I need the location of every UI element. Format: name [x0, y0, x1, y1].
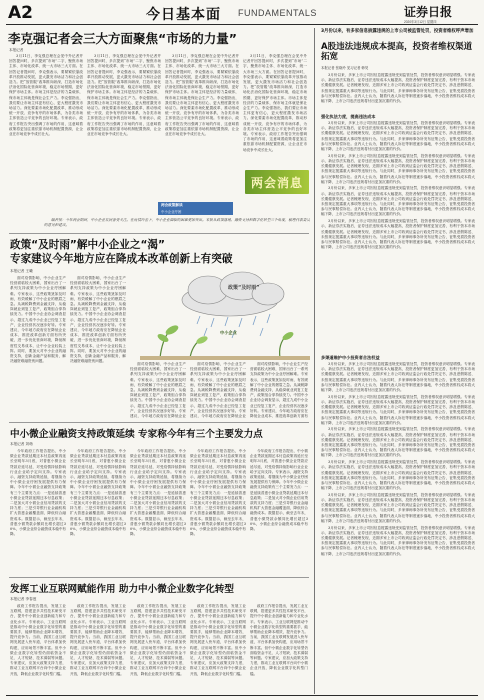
digital-byline: 本报记者 李春莲: [10, 597, 37, 601]
side-subhead-2: 多渠道维护中小投资者合法权益: [321, 355, 380, 360]
finance-headline: 中小微企业融资支持政策延续 专家称今年有三个主要发力点: [10, 429, 263, 440]
top-story-col-1: 3月11日，李克强总理在会见中外记者并回答提问时，多次提到“市场”二字，聚焦市场主体、市场化改革、统一大市场三大方面。在回答记者提问时，李克强表示，要紧紧依靠改革开放推动发展，更大激发市场活力和社会创造力。把“放管服”改革推向纵深，打造市场化法治化国际化营商环境，稳定市场预期，更好保护市场主体。市场主体是经济的力量载体，保市场主体就是保社会生产力。李克强指出，我们要让市场主体更有信心，更大程度激发市场活力。深化要素市场化配置改革，推动形成统一开放、竞争有序的市场体系，为各类市场主体营造公平竞争的良好环境。专家表示，政府工作报告突出强调了市场的作用，这意味着政策将更加注重依靠市场机制配置资源，让企业在市场竞争中成长壮大。: [9, 54, 83, 137]
lianghui-banner: [245, 170, 309, 194]
top-story-col-3: 3月11日，李克强总理在会见中外记者并回答提问时，多次提到“市场”二字，聚焦市场主体、市场化改革、统一大市场三大方面。在回答记者提问时，李克强表示，要紧紧依靠改革开放推动发展，更大激发市场活力和社会创造力。把“放管服”改革推向纵深，打造市场化法治化国际化营商环境，稳定市场预期，更好保护市场主体。市场主体是经济的力量载体，保市场主体就是保社会生产力。李克强指出，我们要让市场主体更有信心，更大程度激发市场活力。深化要素市场化配置改革，推动形成统一开放、竞争有序的市场体系，为各类市场主体营造公平竞争的良好环境。专家表示，政府工作报告突出强调了市场的作用，这意味着政策将更加注重依靠市场机制配置资源，让企业在市场竞争中成长壮大。: [165, 54, 239, 137]
lead-col-2: 面对疫情影响，中小企业生产经营面临较大困难，国家出台了一系列支持政策为中小企业纾困解难。专家表示，这些政策犹如及时雨，有效缓解了中小企业的燃眉之急。从减税降费到金融支持，从稳岗就业到复工复产，政策组合拳持续发力。中国中小企业协会调查显示，超过九成中小企业已经复工复产，企业经营状况逐步好转。专家建议，今年地方政府应在降低企业成本、推进改革创新方面有所突破，进一步优化营商环境，降低制度性交易成本，让中小企业轻装上阵。同时，要加大对中小企业的融资支持，创新金融产品和服务，解决融资难融资贵问题。: [70, 276, 126, 364]
digital-col-2: 政府工作报告提出，发展工业互联网，搭建更多共性技术研发平台，提升中小微企业创新能力和专业化水平。专家表示，工业互联网是推动中小微企业数字化转型的重要抓手，能够帮助企业降本增效，提升竞争力。当前，我国工业互联网发展进入快车道，平台体系加快构建，应用场景不断丰富。但中小微企业数字化转型仍面临资金不足、人才短缺、技术薄弱等问题。专家建议，应加大政策支持力度，推动工业互联网平台向中小微企业开放，降低企业数字化转型门槛。: [70, 604, 126, 676]
lead-col-1: 面对疫情影响，中小企业生产经营面临较大困难，国家出台了一系列支持政策为中小企业纾困解难。专家表示，这些政策犹如及时雨，有效缓解了中小企业的燃眉之急。从减税降费到金融支持，从稳岗就业到复工复产，政策组合拳持续发力。中国中小企业协会调查显示，超过九成中小企业已经复工复产，企业经营状况逐步好转。专家建议，今年地方政府应在降低企业成本、推进改革创新方面有所突破，进一步优化营商环境，降低制度性交易成本，让中小企业轻装上阵。同时，要加大对中小企业的融资支持，创新金融产品和服务，解决融资难融资贵问题。: [10, 276, 66, 364]
banner-tag-2: 中小企业纾困: [161, 210, 182, 214]
side-story-kicker: 3月份以来，有多家信息披露违规的上市公司被监管处罚，投资者维权呼声增加: [321, 29, 474, 34]
sprout-label: 中小企业: [220, 330, 237, 335]
banner-title: 两会消息: [251, 176, 304, 190]
finance-col-4: 今年政府工作报告提出，中小微企业贷款延期还本付息政策再延长至明年3月底，对普惠小微企业贷款应延尽延，对受疫情持续影响行业企业给予定向支持。专家表示，融资支持政策延续，将继续为中小微企业纾困发展提供有力保障。今年中小微企业融资支持政策有三个主要发力点：一是延续普惠小微企业贷款延期还本付息政策；二是加大对小微企业信用贷款的支持力度；三是引导银行业金融机构扩大普惠金融覆盖面，降低综合融资成本。数据显示，截至去年末，普惠小微贷款余额同比增长超过30%，小微企业综合融资成本稳中有降。: [190, 449, 246, 537]
editor-note: 编者按：今年两会期间，中小企业发展备受关注。在疫情冲击下，中小企业面临的困难更加突出。本报从政策落地、融资支持和数字化转型三个角度，梳理代表委员的意见和建议。: [44, 218, 310, 228]
lead-col-3: 面对疫情影响，中小企业生产经营面临较大困难，国家出台了一系列支持政策为中小企业纾困解难。专家表示，这些政策犹如及时雨，有效缓解了中小企业的燃眉之急。从减税降费到金融支持，从稳岗就业到复工复产，政策组合拳持续发力。中国中小企业协会调查显示，超过九成中小企业已经复工复产，企业经营状况逐步好转。专家建议，今年地方政府应在降低企业: [130, 362, 186, 418]
digital-headline: 发挥工业互联网赋能作用 助力中小微企业数字化转型: [10, 584, 234, 595]
top-story-headline: 李克强记者会三大方面聚焦“市场的力量”: [8, 31, 237, 46]
rain-illustration: [130, 270, 310, 360]
digital-col-3: 政府工作报告提出，发展工业互联网，搭建更多共性技术研发平台，提升中小微企业创新能力和专业化水平。专家表示，工业互联网是推动中小微企业数字化转型的重要抓手，能够帮助企业降本增效，提升竞争力。当前，我国工业互联网发展进入快车道，平台体系加快构建，应用场景不断丰富。但中小微企业数字化转型仍面临资金不足、人才短缺、技术薄弱等问题。专家建议，应加大政策支持力度，推动工业互联网平台向中小微企业开放，降低企业数字化转型门槛。: [130, 604, 186, 676]
page-number: A2: [8, 3, 33, 23]
side-story-text-2: 3月份以来，多家上市公司因信息披露违规受到监管处罚，投资者维权意识明显增强。专家表示，新证券法实施后，证券违法违规成本大幅提高，投资者保护制度更加完善，有利于资本市场长期健康发展。记者梳理发现，近期多家上市公司收到证监会行政处罚决定书，涉及虚假陈述、未按规定披露重大事项等违规行为。与此同时，多家律师事务所发布征集公告，征集受损投资者参与民事赔偿诉讼。业内人士认为，随着代表人诉讼等制度逐步落地，中小投资者维权成本将大幅下降，上市公司违法违规将付出更加沉重的代价。 3月份以来，多家上市公司因信息披露违规受到监管处罚，投资者维权意识明显增强。专家表示，新证券法实施后，证券违法违规成本大幅提高，投资者保护制度更加完善，有利于资本市场长期健康发展。记者梳理发现，近期多家上市公司收到证监会行政处罚决定书，涉及虚假陈述、未按规定披露重大事项等违规行为。与此同时，多家律师事务所发布征集公告，征集受损投资者参与民事赔偿诉讼。业内人士认为，随着代表人诉讼等制度逐步落地，中小投资者维权成本将大幅下降，上市公司违法违规将付出更加沉重的代价。 3月份以来，多家上市公司因信息披露违规受到监管处罚，投资者维权意识明显增强。专家表示，新证券法实施后，证券违法违规成本大幅提高，投资者保护制度更加完善，有利于资本市场长期健康发展。记者梳理发现，近期多家上市公司收到证监会行政处罚决定书，涉及虚假陈述、未按规定披露重大事项等违规行为。与此同时，多家律师事务所发布征集公告，征集受损投资者参与民事赔偿诉讼。业内人士认为，随着代表人诉讼等制度逐步落地，中小投资者维权成本将大幅下降，上市公司违法违规将付出更加沉重的代价。 3月份以来，多家上市公司因信息披露违规受到监管处罚，投资者维权意识明显增强。专家表示，新证券法实施后，证券违法违规成本大幅提高，投资者保护制度更加完善，有利于资本市场长期健康发展。记者梳理发现，近期多家上市公司收到证监会行政处罚决定书，涉及虚假陈述、未按规定披露重大事项等违规行为。与此同时，多家律师事务所发布征集公告，征集受损投资者参与民事赔偿诉讼。业内人士认为，随着代表人诉讼等制度逐步落地，中小投资者维权成本将大幅下降，上市公司违法违规将付出更加沉重的代价。: [321, 121, 475, 250]
sprout-icons: [140, 323, 310, 360]
section-title-en: FUNDAMENTALS: [238, 8, 317, 18]
digital-col-1: 政府工作报告提出，发展工业互联网，搭建更多共性技术研发平台，提升中小微企业创新能力和专业化水平。专家表示，工业互联网是推动中小微企业数字化转型的重要抓手，能够帮助企业降本增效，提升竞争力。当前，我国工业互联网发展进入快车道，平台体系加快构建，应用场景不断丰富。但中小微企业数字化转型仍面临资金不足、人才短缺、技术薄弱等问题。专家建议，应加大政策支持力度，推动工业互联网平台向中小微企业开放，降低企业数字化转型门槛。: [10, 604, 66, 676]
finance-byline: 本报记者 刘萌: [10, 442, 33, 446]
finance-col-2: 今年政府工作报告提出，中小微企业贷款延期还本付息政策再延长至明年3月底，对普惠小微企业贷款应延尽延，对受疫情持续影响行业企业给予定向支持。专家表示，融资支持政策延续，将继续为中小微企业纾困发展提供有力保障。今年中小微企业融资支持政策有三个主要发力点：一是延续普惠小微企业贷款延期还本付息政策；二是加大对小微企业信用贷款的支持力度；三是引导银行业金融机构扩大普惠金融覆盖面，降低综合融资成本。数据显示，截至去年末，普惠小微贷款余额同比增长超过30%，小微企业综合融资成本稳中有降。: [70, 449, 126, 537]
section-rule-1: [9, 422, 309, 423]
top-story-col-2: 3月11日，李克强总理在会见中外记者并回答提问时，多次提到“市场”二字，聚焦市场主体、市场化改革、统一大市场三大方面。在回答记者提问时，李克强表示，要紧紧依靠改革开放推动发展，更大激发市场活力和社会创造力。把“放管服”改革推向纵深，打造市场化法治化国际化营商环境，稳定市场预期，更好保护市场主体。市场主体是经济的力量载体，保市场主体就是保社会生产力。李克强指出，我们要让市场主体更有信心，更大程度激发市场活力。深化要素市场化配置改革，推动形成统一开放、竞争有序的市场体系，为各类市场主体营造公平竞争的良好环境。专家表示，政府工作报告突出强调了市场的作用，这意味着政策将更加注重依靠市场机制配置资源，让企业在市场竞争中成长壮大。: [87, 54, 161, 137]
side-story-text-1: 3月份以来，多家上市公司因信息披露违规受到监管处罚，投资者维权意识明显增强。专家表示，新证券法实施后，证券违法违规成本大幅提高，投资者保护制度更加完善，有利于资本市场长期健康发展。记者梳理发现，近期多家上市公司收到证监会行政处罚决定书，涉及虚假陈述、未按规定披露重大事项等违规行为。与此同时，多家律师事务所发布征集公告，征集受损投资者参与民事赔偿诉讼。业内人士认为，随着代表人诉讼等制度逐步落地，中小投资者维权成本将大幅下降，上市公司违法违规将付出更加沉重的代价。: [321, 73, 475, 104]
top-story-byline: 本报记者: [9, 48, 24, 52]
finance-col-3: 今年政府工作报告提出，中小微企业贷款延期还本付息政策再延长至明年3月底，对普惠小微企业贷款应延尽延，对受疫情持续影响行业企业给予定向支持。专家表示，融资支持政策延续，将继续为中小微企业纾困发展提供有力保障。今年中小微企业融资支持政策有三个主要发力点：一是延续普惠小微企业贷款延期还本付息政策；二是加大对小微企业信用贷款的支持力度；三是引导银行业金融机构扩大普惠金融覆盖面，降低综合融资成本。数据显示，截至去年末，普惠小微贷款余额同比增长超过30%，小微企业综合融资成本稳中有降。: [130, 449, 186, 537]
section-title: 今日基本面: [146, 7, 221, 23]
section-rule-2: [9, 577, 309, 578]
top-story-col-4: 3月11日，李克强总理在会见中外记者并回答提问时，多次提到“市场”二字，聚焦市场主体、市场化改革、统一大市场三大方面。在回答记者提问时，李克强表示，要紧紧依靠改革开放推动发展，更大激发市场活力和社会创造力。把“放管服”改革推向纵深，打造市场化法治化国际化营商环境，稳定市场预期，更好保护市场主体。市场主体是经济的力量载体，保市场主体就是保社会生产力。李克强指出，我们要让市场主体更有信心，更大程度激发市场活力。深化要素市场化配置改革，推动形成统一开放、竞争有序的市场体系，为各类市场主体营造公平竞争的良好环境。专家表示，政府工作报告突出强调了市场的作用，这意味着政策将更加注重依靠市场机制配置资源，让企业在市场竞争中成长壮大。: [243, 54, 307, 152]
lead-headline: 政策“及时雨”解中小企业之“渴”: [10, 239, 165, 251]
banner-tag-box: [158, 202, 233, 215]
cloud-icon: [182, 272, 284, 316]
column-divider: [314, 28, 315, 694]
lead-byline: 本报记者 王曦: [10, 269, 33, 273]
cloud-label: 政策“及时雨”: [228, 285, 260, 291]
header-rule: [6, 24, 478, 25]
issue-date: 2020年3月12日 星期四: [404, 20, 437, 24]
banner-tag-1: 两会政策解读: [161, 203, 183, 207]
digital-col-4: 政府工作报告提出，发展工业互联网，搭建更多共性技术研发平台，提升中小微企业创新能力和专业化水平。专家表示，工业互联网是推动中小微企业数字化转型的重要抓手，能够帮助企业降本增效，提升竞争力。当前，我国工业互联网发展进入快车道，平台体系加快构建，应用场景不断丰富。但中小微企业数字化转型仍面临资金不足、人才短缺、技术薄弱等问题。专家建议，应加大政策支持力度，推动工业互联网平台向中小微企业开放，降低企业数字化转型门槛。: [190, 604, 246, 676]
footer-rule: [6, 695, 478, 696]
side-story-headline: A股违法违规成本提高，投资者维权渠道拓宽: [321, 42, 473, 62]
lead-headline-2: 专家建议今年地方应在降成本改革创新上有突破: [10, 253, 233, 265]
paper-logo: 证券日报: [404, 5, 453, 19]
side-subhead-1: 强化执法力度，提高违法成本: [321, 114, 376, 119]
side-story-byline: 本报记者 张晓玲 见习记者 韩昊: [321, 66, 369, 70]
lead-col-5: 面对疫情影响，中小企业生产经营面临较大困难，国家出台了一系列支持政策为中小企业纾困解难。专家表示，这些政策犹如及时雨，有效缓解了中小企业的燃眉之急。从减税降费到金融支持，从稳岗就业到复工复产，政策组合拳持续发力。中国中小企业协会调查显示，超过九成中小企业已经复工复产，企业经营状况逐步好转。专家建议，今年地方政府应在降低企业成本、推进改革创新方面有: [250, 362, 308, 418]
side-story-text-3: 3月份以来，多家上市公司因信息披露违规受到监管处罚，投资者维权意识明显增强。专家表示，新证券法实施后，证券违法违规成本大幅提高，投资者保护制度更加完善，有利于资本市场长期健康发展。记者梳理发现，近期多家上市公司收到证监会行政处罚决定书，涉及虚假陈述、未按规定披露重大事项等违规行为。与此同时，多家律师事务所发布征集公告，征集受损投资者参与民事赔偿诉讼。业内人士认为，随着代表人诉讼等制度逐步落地，中小投资者维权成本将大幅下降，上市公司违法违规将付出更加沉重的代价。 3月份以来，多家上市公司因信息披露违规受到监管处罚，投资者维权意识明显增强。专家表示，新证券法实施后，证券违法违规成本大幅提高，投资者保护制度更加完善，有利于资本市场长期健康发展。记者梳理发现，近期多家上市公司收到证监会行政处罚决定书，涉及虚假陈述、未按规定披露重大事项等违规行为。与此同时，多家律师事务所发布征集公告，征集受损投资者参与民事赔偿诉讼。业内人士认为，随着代表人诉讼等制度逐步落地，中小投资者维权成本将大幅下降，上市公司违法违规将付出更加沉重的代价。 3月份以来，多家上市公司因信息披露违规受到监管处罚，投资者维权意识明显增强。专家表示，新证券法实施后，证券违法违规成本大幅提高，投资者保护制度更加完善，有利于资本市场长期健康发展。记者梳理发现，近期多家上市公司收到证监会行政处罚决定书，涉及虚假陈述、未按规定披露重大事项等违规行为。与此同时，多家律师事务所发布征集公告，征集受损投资者参与民事赔偿诉讼。业内人士认为，随着代表人诉讼等制度逐步落地，中小投资者维权成本将大幅下降，上市公司违法违规将付出更加沉重的代价。 3月份以来，多家上市公司因信息披露违规受到监管处罚，投资者维权意识明显增强。专家表示，新证券法实施后，证券违法违规成本大幅提高，投资者保护制度更加完善，有利于资本市场长期健康发展。记者梳理发现，近期多家上市公司收到证监会行政处罚决定书，涉及虚假陈述、未按规定披露重大事项等违规行为。与此同时，多家律师事务所发布征集公告，征集受损投资者参与民事赔偿诉讼。业内人士认为，随着代表人诉讼等制度逐步落地，中小投资者维权成本将大幅下降，上市公司违法违规将付出更加沉重的代价。 3月份以来，多家上市公司因信息披露违规受到监管处罚，投资者维权意识明显增强。专家表示，新证券法实施后，证券违法违规成本大幅提高，投资者保护制度更加完善，有利于资本市场长期健康发展。记者梳理发现，近期多家上市公司收到证监会行政处罚决定书，涉及虚假陈述、未按规定披露重大事项等违规行为。与此同时，多家律师事务所发布征集公告，征集受损投资者参与民事赔偿诉讼。业内人士认为，随着代表人诉讼等制度逐步落地，中小投资者维权成本将大幅下降，上市公司违法违规将付出更加沉重的代价。 3月份以来，多家上市公司因信息披露违规受到监管处罚，投资者维权意识明显增强。专家表示，新证券法实施后，证券违法违规成本大幅提高，投资者保护制度更加完善，有利于资本市场长期健康发展。记者梳理发现，近期多家上市公司收到证监会行政处罚决定书，涉及虚假陈述、未按规定披露重大事项等违规行为。与此同时，多家律师事务所发布征集公告，征集受损投资者参与民事赔偿诉讼。业内人士认为，随着代表人诉讼等制度逐步落地，中小投资者维权成本将大幅下降，上市公司违法违规将付出更加沉重的代价。: [321, 362, 475, 556]
intro-rule: [9, 233, 309, 234]
finance-col-1: 今年政府工作报告提出，中小微企业贷款延期还本付息政策再延长至明年3月底，对普惠小微企业贷款应延尽延，对受疫情持续影响行业企业给予定向支持。专家表示，融资支持政策延续，将继续为中小微企业纾困发展提供有力保障。今年中小微企业融资支持政策有三个主要发力点：一是延续普惠小微企业贷款延期还本付息政策；二是加大对小微企业信用贷款的支持力度；三是引导银行业金融机构扩大普惠金融覆盖面，降低综合融资成本。数据显示，截至去年末，普惠小微贷款余额同比增长超过30%，小微企业综合融资成本稳中有降。: [10, 449, 66, 537]
digital-col-5: 政府工作报告提出，发展工业互联网，搭建更多共性技术研发平台，提升中小微企业创新能力和专业化水平。专家表示，工业互联网是推动中小微企业数字化转型的重要抓手，能够帮助企业降本增效，提升竞争力。当前，我国工业互联网发展进入快车道，平台体系加快构建，应用场景不断丰富。但中小微企业数字化转型仍面临资金不足、人才短缺、技术薄弱等问题。专家建议，应加大政策支持力度，推动工业互联网平台向中小微企业开放，降低企业数字化转型门槛。: [250, 604, 308, 676]
finance-col-5: 今年政府工作报告提出，中小微企业贷款延期还本付息政策再延长至明年3月底，对普惠小微企业贷款应延尽延，对受疫情持续影响行业企业给予定向支持。专家表示，融资支持政策延续，将继续为中小微企业纾困发展提供有力保障。今年中小微企业融资支持政策有三个主要发力点：一是延续普惠小微企业贷款延期还本付息政策；二是加大对小微企业信用贷款的支持力度；三是引导银行业金融机构扩大普惠金融覆盖面，降低综合融资成本。数据显示，截至去年末，普惠小微贷款余额同比增长超过30%，小微企业综合融资成本稳中有降。: [250, 449, 308, 532]
lead-col-4: 面对疫情影响，中小企业生产经营面临较大困难，国家出台了一系列支持政策为中小企业纾困解难。专家表示，这些政策犹如及时雨，有效缓解了中小企业的燃眉之急。从减税降费到金融支持，从稳岗就业到复工复产，政策组合拳持续发力。中国中小企业协会调查显示，超过九成中小企业已经复工复产，企业经营状况逐步好转。专家建议，今年地方政府应在降低企业: [190, 362, 246, 418]
